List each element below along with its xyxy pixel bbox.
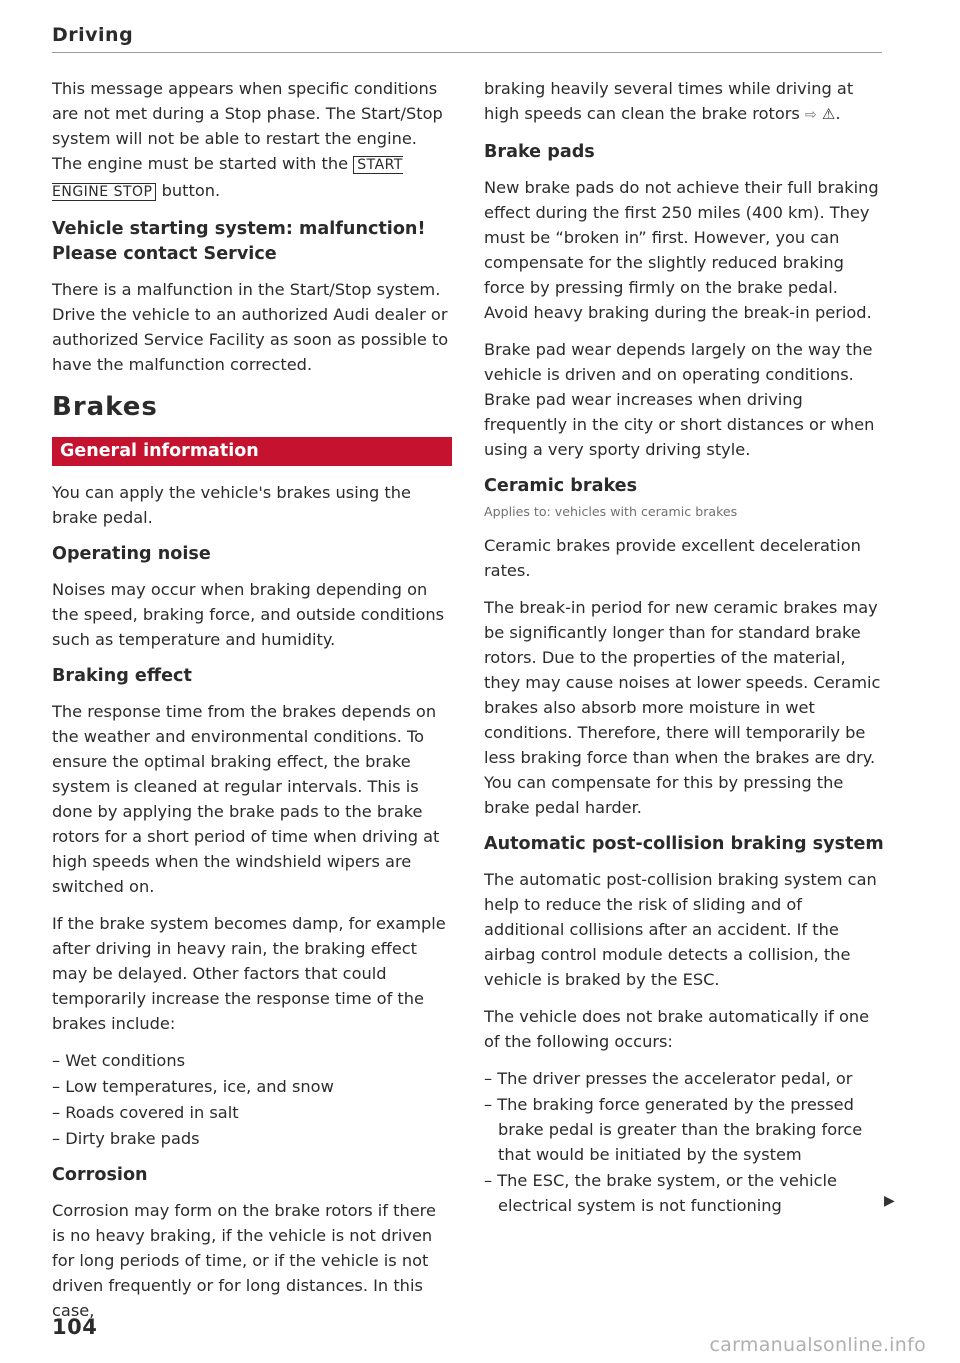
list-item: – The driver presses the accelerator pedal, or [484, 1069, 853, 1088]
post-collision-paragraph: The automatic post-collision braking system can help to reduce the risk of sliding and of additional collisions after an accident. If the airbag control module detects a collision, the vehicle is braked by the ESC. [484, 870, 877, 989]
list-item: – Dirty brake pads [52, 1129, 200, 1148]
braking-effect-paragraph: The response time from the brakes depends on the weather and environmental conditions. To ensure the optimal braking effect, the brake system is cleaned at regular intervals. This is done by applying the brake pads to the brake rotors for a short period of time when driving at high speeds when the windshield wipers are switched on. [52, 702, 440, 896]
brake-rotor-cleaning-paragraph [484, 76, 884, 128]
response-factors-list [52, 1048, 452, 1151]
applies-to-note: Applies to: vehicles with ceramic brakes [484, 504, 738, 519]
paragraph-text: . [835, 104, 841, 123]
malfunction-paragraph: There is a malfunction in the Start/Stop system. Drive the vehicle to an authorized Audi dealer or authorized Service Facility as soon as possible to have the malfunction corrected. [52, 280, 449, 374]
paragraph-text: button. [156, 181, 221, 200]
start-stop-message-paragraph [52, 76, 452, 205]
brake-pads-break-in-paragraph: New brake pads do not achieve their full braking effect during the first 250 miles (400 km). They must be “broken in” first. However, you can compensate for the slightly reduced braking force by pressing firmly on the brake pedal. Avoid heavy braking during the break-in period. [484, 178, 879, 322]
corrosion-heading: Corrosion [52, 1165, 148, 1185]
operating-noise-paragraph: Noises may occur when braking depending on the speed, braking force, and outside conditions such as temperature and humidity. [52, 580, 445, 649]
page-number: 104 [52, 1315, 98, 1339]
intro-paragraph: You can apply the vehicle's brakes using the brake pedal. [52, 483, 411, 527]
list-item: – The braking force generated by the pressed brake pedal is greater than the braking force that would be initiated by the system [484, 1095, 863, 1164]
right-column [484, 76, 884, 1230]
post-collision-heading: Automatic post-collision braking system [484, 834, 884, 854]
header-divider [52, 52, 882, 53]
general-information-band: General information [52, 437, 452, 466]
list-item: – Wet conditions [52, 1051, 186, 1070]
paragraph-text: braking heavily several times while driving at high speeds can clean the brake rotors [484, 79, 854, 123]
malfunction-heading: Vehicle starting system: malfunction! Please contact Service [52, 219, 426, 264]
ceramic-deceleration-paragraph: Ceramic brakes provide excellent deceleration rates. [484, 536, 861, 580]
ceramic-break-in-paragraph: The break-in period for new ceramic brakes may be significantly longer than for standard brake rotors. Due to the properties of the material, they may cause noises at lower speeds. Ceramic brakes also absorb more moisture in wet conditions. Therefore, there will temporarily be less braking force than when the brakes are dry. You can compensate for this by pressing the brake pedal harder. [484, 598, 881, 817]
no-auto-brake-list [484, 1066, 884, 1218]
braking-effect-heading: Braking effect [52, 666, 192, 686]
ceramic-brakes-heading: Ceramic brakes [484, 476, 638, 496]
operating-noise-heading: Operating noise [52, 544, 211, 564]
list-item: – Roads covered in salt [52, 1103, 239, 1122]
watermark: carmanualsonline.info [709, 1334, 926, 1356]
list-item: – The ESC, the brake system, or the vehicle electrical system is not functioning [484, 1171, 837, 1215]
brake-pad-wear-paragraph: Brake pad wear depends largely on the way the vehicle is driven and on operating conditions. Brake pad wear increases when driving frequently in the city or short distances or when using a very sporty driving style. [484, 340, 875, 459]
cross-reference-arrow-icon[interactable]: ⇨ [805, 107, 817, 123]
paragraph-text: This message appears when specific conditions are not met during a Stop phase. The Start/Stop system will not be able to restart the engine. The engine must be started with the [52, 79, 443, 173]
damp-brakes-paragraph: If the brake system becomes damp, for example after driving in heavy rain, the braking effect may be delayed. Other factors that could temporarily increase the response time of the brakes include: [52, 914, 446, 1033]
running-header: Driving [52, 24, 134, 46]
continue-arrow-icon: ▶ [884, 1193, 895, 1209]
start-engine-stop-button-label: START ENGINE STOP [52, 157, 403, 200]
warning-triangle-icon[interactable]: ⚠ [821, 105, 836, 123]
no-auto-brake-paragraph: The vehicle does not brake automatically if one of the following occurs: [484, 1007, 870, 1051]
left-column [52, 76, 452, 1335]
corrosion-paragraph: Corrosion may form on the brake rotors if there is no heavy braking, if the vehicle is not driven for long periods of time, or if the vehicle is not driven frequently or for long distances. In this case, [52, 1201, 436, 1320]
brakes-section-title: Brakes [52, 392, 158, 422]
list-item: – Low temperatures, ice, and snow [52, 1077, 334, 1096]
brake-pads-heading: Brake pads [484, 142, 595, 162]
